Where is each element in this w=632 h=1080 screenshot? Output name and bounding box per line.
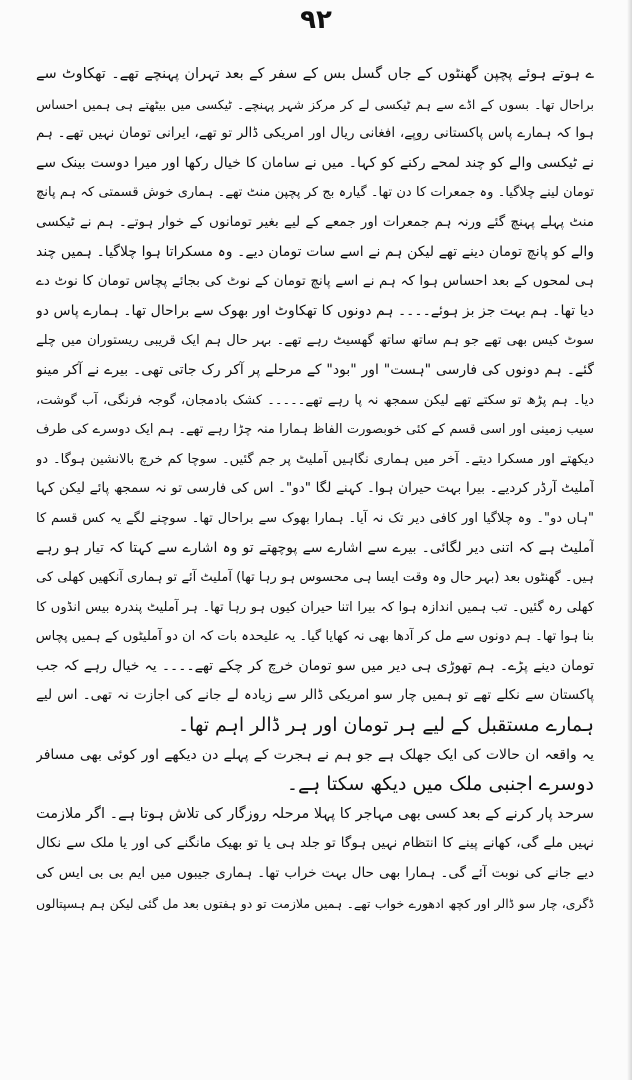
text-line: سیب زمینی اور اسی قسم کے کئی خوبصورت الفاظ ہمارا منہ چڑا رہے تھے۔ ہم ایک دوسرے کی طرف [36,422,594,438]
text-line: گئے۔ ہم دونوں کی فارسی "ہست" اور "بود" کے مرحلے پر آکر رک جاتی تھی۔ بیرے نے آکر مینو [36,361,594,378]
scan-edge-shadow [627,0,632,1080]
text-line: ڈگری، چار سو ڈالر اور کچھ ادھورے خواب تھے۔ ہمیں ملازمت تو دو ہفتوں بعد مل گئی لیکن ہم ہسپتالوں [36,895,594,911]
text-line: دوسرے اجنبی ملک میں دیکھ سکتا ہے۔ [286,773,594,796]
text-line: ے ہوتے ہوئے پچپن گھنٹوں کے جاں گسل بس کے سفر کے بعد تہران پہنچے تھے۔ تھکاوٹ سے [36,66,594,82]
text-line: ہی لمحوں کے بعد احساس ہوا کہ ہم نے اسے پانچ تومان کے نوٹ کی بجائے پچاس تومان کا نوٹ دے [36,273,594,290]
text-line: "ہاں دو"۔ وہ چلاگیا اور کافی دیر تک نہ آیا۔ ہمارا بھوک سے براحال تھا۔ سوچنے لگے یہ کس قسم کا [36,510,594,526]
text-line: سوٹ کیس بھی تھے جو ہم ساتھ ساتھ گھسیٹ رہے تھے۔ بہر حال ہم ایک قریبی ریستوران میں چلے [36,333,594,349]
text-line: آملیٹ آرڈر کردیے۔ بیرا بہت حیران ہوا۔ کہنے لگا "دو"۔ اس کی فارسی تو نہ سمجھ پائے لیکن کہا [36,480,594,497]
text-line: والے کو پانچ تومان دینے تھے لیکن ہم نے اسے سات تومان دیے۔ وہ مسکراتا ہوا چلاگیا۔ ہمیں چند [36,243,594,260]
text-line: بنا ہوا تھا۔ ہم دونوں سے مل کر آدھا بھی نہ کھایا گیا۔ یہ علیحدہ بات کہ ان دو آملیٹوں کے ہمیں پچاس [36,629,594,645]
text-line: پاکستان سے نکلے تھے تو ہمیں چار سو امریکی ڈالر سے زیادہ لے جانے کی اجازت نہ تھی۔ اس لیے [36,687,594,704]
paragraph-1 [36,60,594,741]
text-line: براحال تھا۔ بسوں کے اڈے سے ہم ٹیکسی لے کر مرکز شہر پہنچے۔ ٹیکسی میں بیٹھتے ہی ہمیں احساس [36,96,594,112]
text-line: نے ٹیکسی والے کو چند لمحے رکنے کو کہا۔ میں نے سامان کا خیال رکھا اور میرا دوست بینک سے [36,154,594,171]
text-line: سرحد پار کرنے کے بعد کسی بھی مہاجر کا پہلا مرحلہ روزگار کی تلاش ہوتا ہے۔ اگر ملازمت [36,805,594,822]
text-line: دیے جانے کی نوبت آئے گی۔ ہمارا بھی حال بہت خراب تھا۔ ہماری جیبوں میں ایم بی بی ایس کی [36,865,594,882]
text-line: ہوا کہ ہمارے پاس پاکستانی روپے، افغانی ریال اور امریکی ڈالر تو تھے، ایرانی تومان نہیں تھے۔ ہم [36,125,594,142]
text-line: منٹ پہلے پہنچ گئے ورنہ ہم جمعرات اور جمعے کے لیے بغیر تومانوں کے خوار ہوتے۔ ہم نے ٹیکسی [36,213,594,230]
text-line: ہیں۔ گھنٹوں بعد (بہر حال وہ وقت ایسا ہی محسوس ہو رہا تھا) آملیٹ آئے تو ہماری آنکھیں کھلی کی [36,570,594,586]
text-line: تومان لینے چلاگیا۔ وہ جمعرات کا دن تھا۔ گیارہ بج کر پچپن منٹ تھے۔ ہماری خوش قسمتی کہ ہم پانچ [36,185,594,201]
text-line: نہیں ملے گی، کھانے پینے کا انتظام نہیں ہوگا تو جلد ہی یا تو بھیک مانگنے کی اور یا ملک سے نکال [36,835,594,852]
text-line: یہ واقعہ ان حالات کی ایک جھلک ہے جو ہم نے ہجرت کے پہلے دن دیکھے اور کوئی بھی مسافر [36,746,594,763]
paragraph-2 [36,741,594,800]
page-number: ٩٢ [300,5,332,35]
text-line: دیا تھا۔ ہم بہت جز بز ہوئے۔۔۔۔ ہم دونوں کا تھکاوٹ اور بھوک سے براحال تھا۔ ہمارے پاس دو [36,302,594,319]
paragraph-3 [36,800,594,918]
text-line: دیکھتے اور مسکرا دیتے۔ آخر میں ہماری نگاہیں آملیٹ پر جم گئیں۔ سوچا کم خرچ بالانشین ہوگا۔ دو [36,451,594,467]
text-line: دیا۔ ہم پڑھ تو سکتے تھے لیکن سمجھ نہ پا رہے تھے۔۔۔۔۔ کشک بادمجان، گوجہ فرنگی، آب گوشت، [36,392,594,408]
body-text [36,60,594,918]
text-line: کھلی رہ گئیں۔ تب ہمیں اندازہ ہوا کہ بیرا اتنا حیران کیوں ہو رہا تھا۔ ہر آملیٹ پندرہ بیس انڈوں کا [36,599,594,615]
text-line: آملیٹ ہے کہ اتنی دیر لگائی۔ بیرے سے اشارے سے پوچھتے تو وہ اشارے سے کہتا کہ تیار ہو رہے [36,539,594,556]
text-line: تومان دینے پڑے۔ ہم تھوڑی ہی دیر میں سو تومان خرچ کر چکے تھے۔۔۔۔ یہ خیال رہے کہ جب [36,657,594,674]
text-line: ہمارے مستقبل کے لیے ہر تومان اور ہر ڈالر اہم تھا۔ [178,714,594,737]
